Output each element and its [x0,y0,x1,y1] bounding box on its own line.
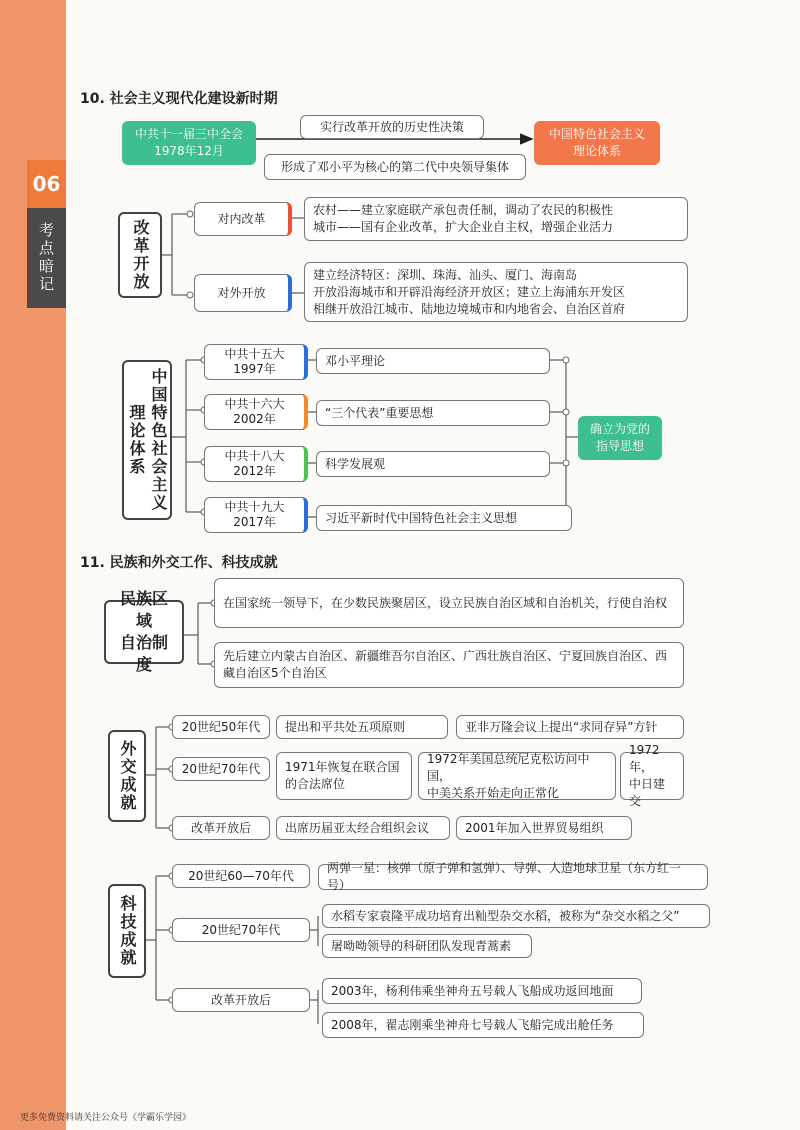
bandung-box: 亚非万隆会议上提出“求同存异”方针 [456,715,684,739]
section-11-title: 11. 民族和外交工作、科技成就 [80,555,278,571]
theory-deng-box: 邓小平理论 [316,348,550,374]
autonomy-system-title: 民族区域 自治制度 [104,600,184,664]
domestic-reform-detail: 农村——建立家庭联产承包责任制，调动了农民的积极性 城市——国有企业改革，扩大企业自主权，增强企业活力 [304,197,688,241]
shenzhou-7-box: 2008年，翟志刚乘坐神舟七号载人飞船完成出舱任务 [322,1012,644,1038]
diplomacy-title: 外交成就 [108,730,146,822]
guiding-ideology-box: 确立为党的 指导思想 [578,416,662,460]
shenzhou-5-box: 2003年，杨利伟乘坐神舟五号载人飞船成功返回地面 [322,978,642,1004]
hybrid-rice-box: 水稻专家袁隆平成功培育出籼型杂交水稻，被称为“杂交水稻之父” [322,904,710,928]
apec-box: 出席历届亚太经合组织会议 [276,816,450,840]
domestic-reform-label: 对内改革 [194,202,292,236]
theory-xi-box: 习近平新时代中国特色社会主义思想 [316,505,572,531]
tech-70s-label: 20世纪70年代 [172,918,310,942]
opening-up-detail: 建立经济特区：深圳、珠海、汕头、厦门、海南岛 开放沿海城市和开辟沿海经济开放区；建立上海浦东开发区 相继开放沿江城市、陆地边境城市和内地省会、自治区首府 [304,262,688,322]
two-bombs-one-satellite-box: 两弹一星：核弹（原子弹和氢弹）、导弹、人造地球卫星（东方红一号） [318,864,708,890]
diplomacy-70s-label: 20世纪70年代 [172,757,270,781]
wto-box: 2001年加入世界贸易组织 [456,816,632,840]
theory-system-title: 中国特色社会主义理论体系 [122,360,172,520]
theory-system-box: 中国特色社会主义 理论体系 [534,121,660,165]
third-plenum-box: 中共十一届三中全会 1978年12月 [122,121,256,165]
congress-15-box: 中共十五大 1997年 [204,344,308,380]
congress-16-box: 中共十六大 2002年 [204,394,308,430]
leadership-box: 形成了邓小平为核心的第二代中央领导集体 [264,154,526,180]
tech-reform-label: 改革开放后 [172,988,310,1012]
diplomacy-reform-label: 改革开放后 [172,816,270,840]
theory-three-represents-box: “三个代表”重要思想 [316,400,550,426]
reform-decision-box: 实行改革开放的历史性决策 [300,115,484,139]
un-seat-box: 1971年恢复在联合国 的合法席位 [276,752,412,800]
congress-19-box: 中共十九大 2017年 [204,497,308,533]
congress-18-box: 中共十八大 2012年 [204,446,308,482]
diplomacy-50s-label: 20世纪50年代 [172,715,270,739]
tech-title: 科技成就 [108,884,146,978]
footer-note: 更多免费资料请关注公众号《学霸乐学园》 [20,1113,192,1123]
autonomy-regions: 先后建立内蒙古自治区、新疆维吾尔自治区、广西壮族自治区、宁夏回族自治区、西藏自治区5个自治区 [214,642,684,688]
china-japan-box: 1972年， 中日建交 [620,752,684,800]
theory-scientific-development-box: 科学发展观 [316,451,550,477]
autonomy-definition: 在国家统一领导下，在少数民族聚居区，设立民族自治区域和自治机关，行使自治权 [214,578,684,628]
five-principles-box: 提出和平共处五项原则 [276,715,448,739]
chapter-label: 考点暗记 [27,208,66,308]
opening-up-label: 对外开放 [194,274,292,312]
tech-6070-label: 20世纪60—70年代 [172,864,310,888]
section-10-title: 10. 社会主义现代化建设新时期 [80,91,278,107]
chapter-number: 06 [27,160,66,208]
nixon-visit-box: 1972年美国总统尼克松访问中国， 中美关系开始走向正常化 [418,752,616,800]
artemisinin-box: 屠呦呦领导的科研团队发现青蒿素 [322,934,532,958]
reform-opening-title: 改革开放 [118,212,162,298]
